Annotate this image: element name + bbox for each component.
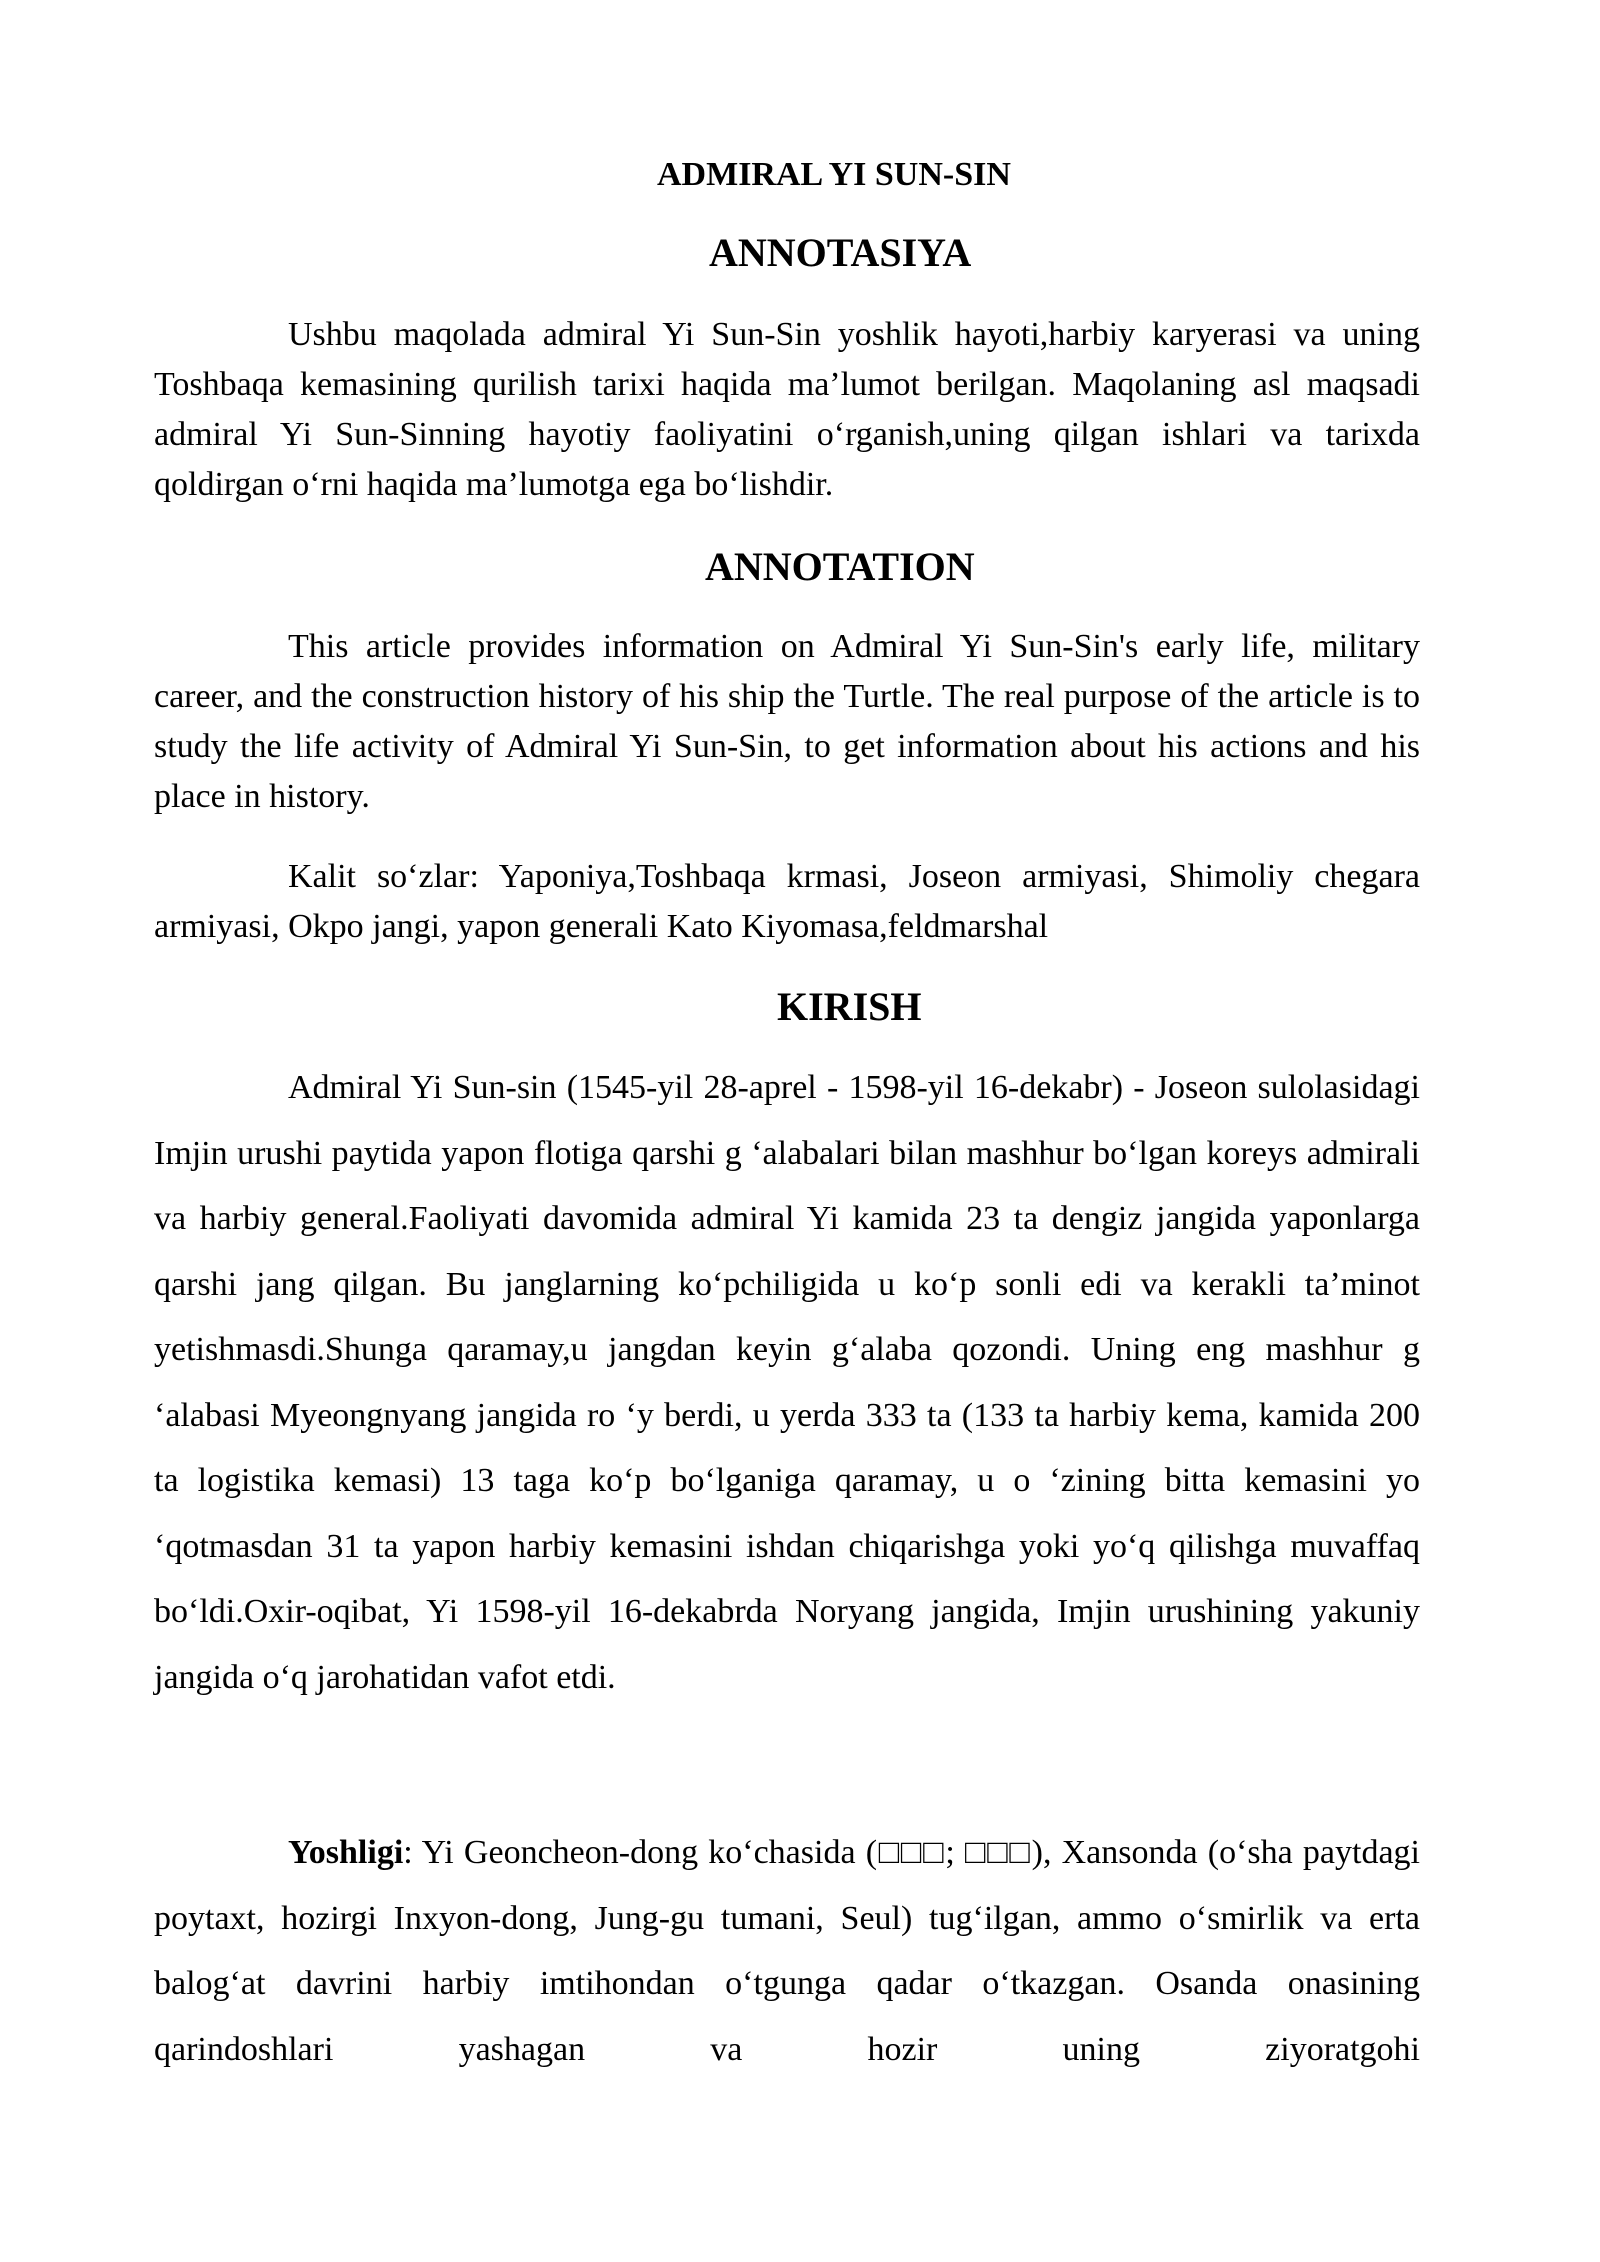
- youth-label: Yoshligi: [288, 1834, 404, 1871]
- annotation-paragraph: This article provides information on Admiral Yi Sun-Sin's early life, military career, and the construction history of his ship the Turtle. The real purpose of the article is to study the life activity of Admiral Yi Sun-Sin, to get information about his actions and his place in history.: [154, 628, 1420, 815]
- annotation-heading: ANNOTATION: [705, 544, 975, 589]
- annotasiya-paragraph: Ushbu maqolada admiral Yi Sun-Sin yoshlik hayoti,harbiy karyerasi va uning Toshbaqa kemasining qurilish tarixi haqida ma’lumot berilgan. Maqolaning asl maqsadi admiral Yi Sun-Sinning hayotiy faoliyatini o‘rganish,uning qilgan ishlari va tarixda qoldirgan o‘rni haqida ma’lumotga ega bo‘lishdir.: [154, 316, 1420, 503]
- youth-paragraph: [154, 1820, 1420, 2082]
- annotasiya-heading: ANNOTASIYA: [709, 230, 972, 275]
- keywords-paragraph: Kalit so‘zlar: Yaponiya,Toshbaqa krmasi, Joseon armiyasi, Shimoliy chegara armiyasi, Okpo jangi, yapon generali Kato Kiyomasa,feldmarshal: [154, 858, 1420, 945]
- kirish-heading: KIRISH: [777, 984, 922, 1029]
- kirish-paragraph: Admiral Yi Sun-sin (1545-yil 28-aprel - 1598-yil 16-dekabr) - Joseon sulolasidagi Imjin urushi paytida yapon flotiga qarshi g ‘alabalari bilan mashhur bo‘lgan koreys admirali va harbiy general.Faoliyati davomida admiral Yi kamida 23 ta dengiz jangida yaponlarga qarshi jang qilgan. Bu janglarning ko‘pchiligida u ko‘p sonli edi va kerakli ta’minot yetishmasdi.Shunga qaramay,u jangdan keyin g‘alaba qozondi. Uning eng mashhur g ‘alabasi Myeongnyang jangida ro ‘y berdi, u yerda 333 ta (133 ta harbiy kema, kamida 200 ta logistika kemasi) 13 taga ko‘p bo‘lganiga qaramay, u o ‘zining bitta kemasini yo ‘qotmasdan 31 ta yapon harbiy kemasini ishdan chiqarishga yoki yo‘q qilishga muvaffaq bo‘ldi.Oxir-oqibat, Yi 1598-yil 16-dekabrda Noryang jangida, Imjin urushining yakuniy jangida o‘q jarohatidan vafot etdi.: [154, 1069, 1420, 1696]
- youth-text: : Yi Geoncheon-dong ko‘chasida (□□□; □□□), Xansonda (o‘sha paytdagi poytaxt, hozirgi Inxyon-dong, Jung-gu tumani, Seul) tug‘ilgan, ammo o‘smirlik va erta balog‘at davrini harbiy imtihondan o‘tgunga qadar o‘tkazgan. Osanda onasining qarindoshlari yashagan va hozir uning ziyoratgohi: [154, 1834, 1420, 2068]
- document-title: ADMIRAL YI SUN-SIN: [657, 156, 1011, 193]
